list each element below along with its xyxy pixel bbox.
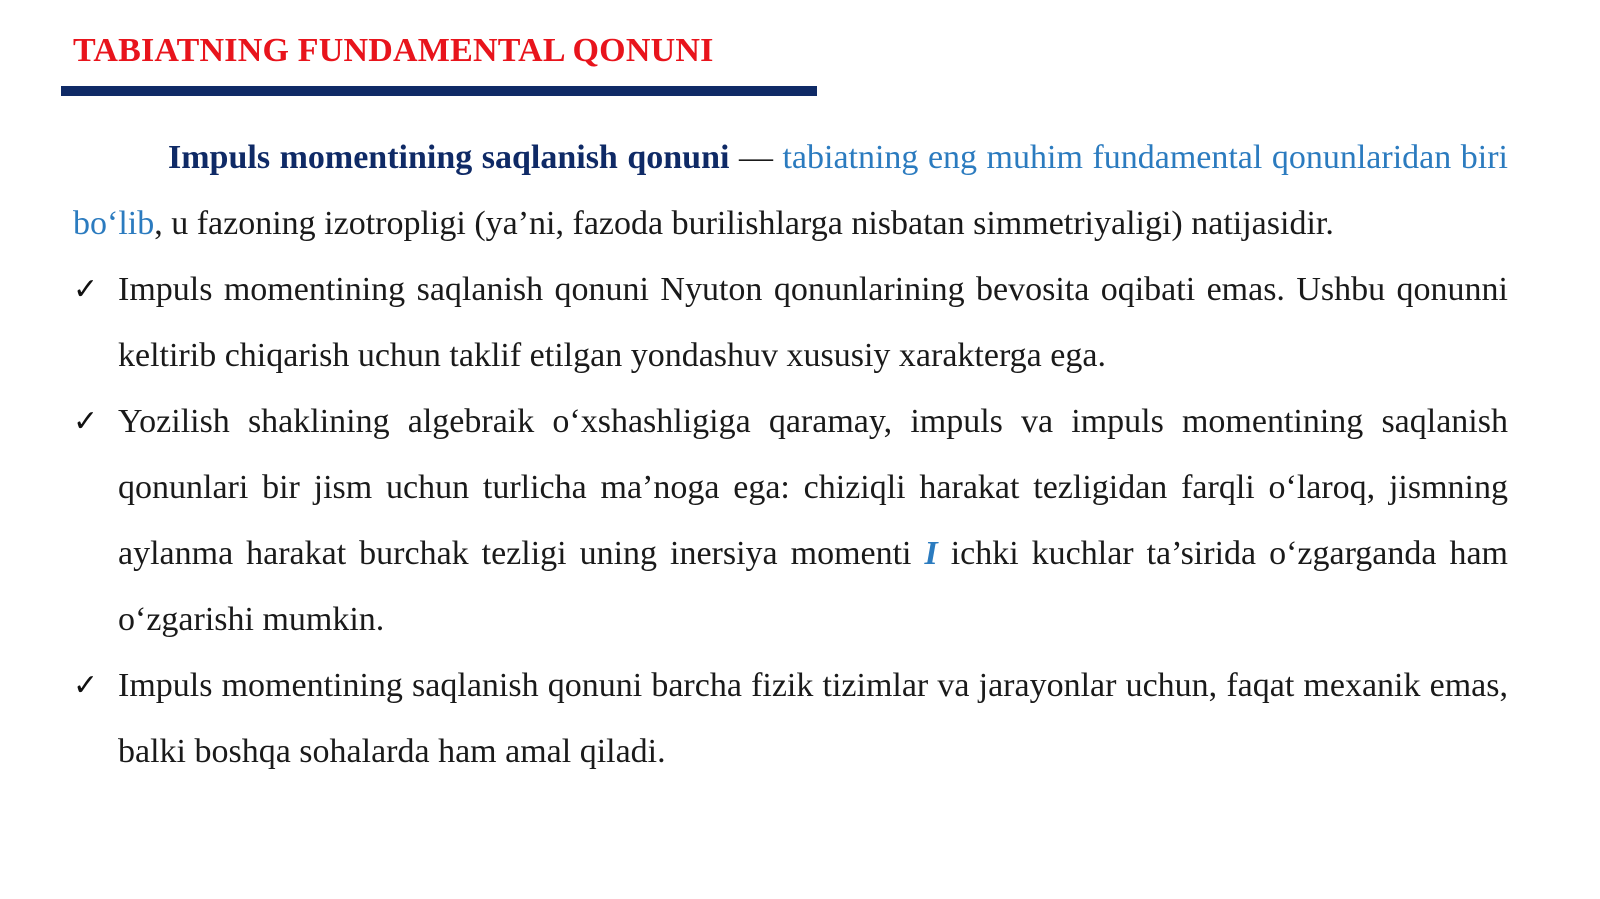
bullet-text: Impuls momentining saqlanish qonuni Nyuton qonunlarining bevosita oqibati emas. Ushbu qonunni keltirib chiqarish uchun taklif etilgan yondashuv xususiy xarakterga ega. (118, 271, 1508, 374)
intro-highlight: tabiatning eng muhim fundamental qonunlaridan biri bo‘lib (73, 139, 1508, 242)
law-term: Impuls momentining saqlanish qonuni (168, 139, 730, 176)
intro-paragraph (73, 125, 1508, 257)
bullet-list (73, 257, 1508, 785)
check-mark-icon: ✓ (73, 404, 99, 439)
bullet-item-2 (73, 389, 1508, 653)
bullet-text-before: Yozilish shaklining algebraik o‘xshashligiga qaramay, impuls va impuls momentining saqlanish qonunlari bir jism uchun turlicha ma’noga ega: chiziqli harakat tezligidan farqli o‘laroq, jismning aylanma harakat burchak tezligi uning inersiya momenti (118, 403, 1508, 572)
intro-dash: — (729, 139, 783, 176)
bullet-item-3 (73, 653, 1508, 785)
slide-title: TABIATNING FUNDAMENTAL QONUNI (73, 32, 714, 69)
bullet-text-after: ichki kuchlar ta’sirida o‘zgarganda ham o‘zgarishi mumkin. (118, 535, 1508, 638)
bullet-item-1 (73, 257, 1508, 389)
slide-content (73, 125, 1508, 785)
bullet-text: Impuls momentining saqlanish qonuni barcha fizik tizimlar va jarayonlar uchun, faqat mexanik emas, balki boshqa sohalarda ham amal qiladi. (118, 667, 1508, 770)
inertia-symbol: I (924, 535, 938, 572)
title-underline (61, 86, 817, 96)
intro-rest: , u fazoning izotropligi (ya’ni, fazoda burilishlarga nisbatan simmetriyaligi) natijasidir. (154, 205, 1334, 242)
check-mark-icon: ✓ (73, 272, 99, 307)
check-mark-icon: ✓ (73, 668, 99, 703)
